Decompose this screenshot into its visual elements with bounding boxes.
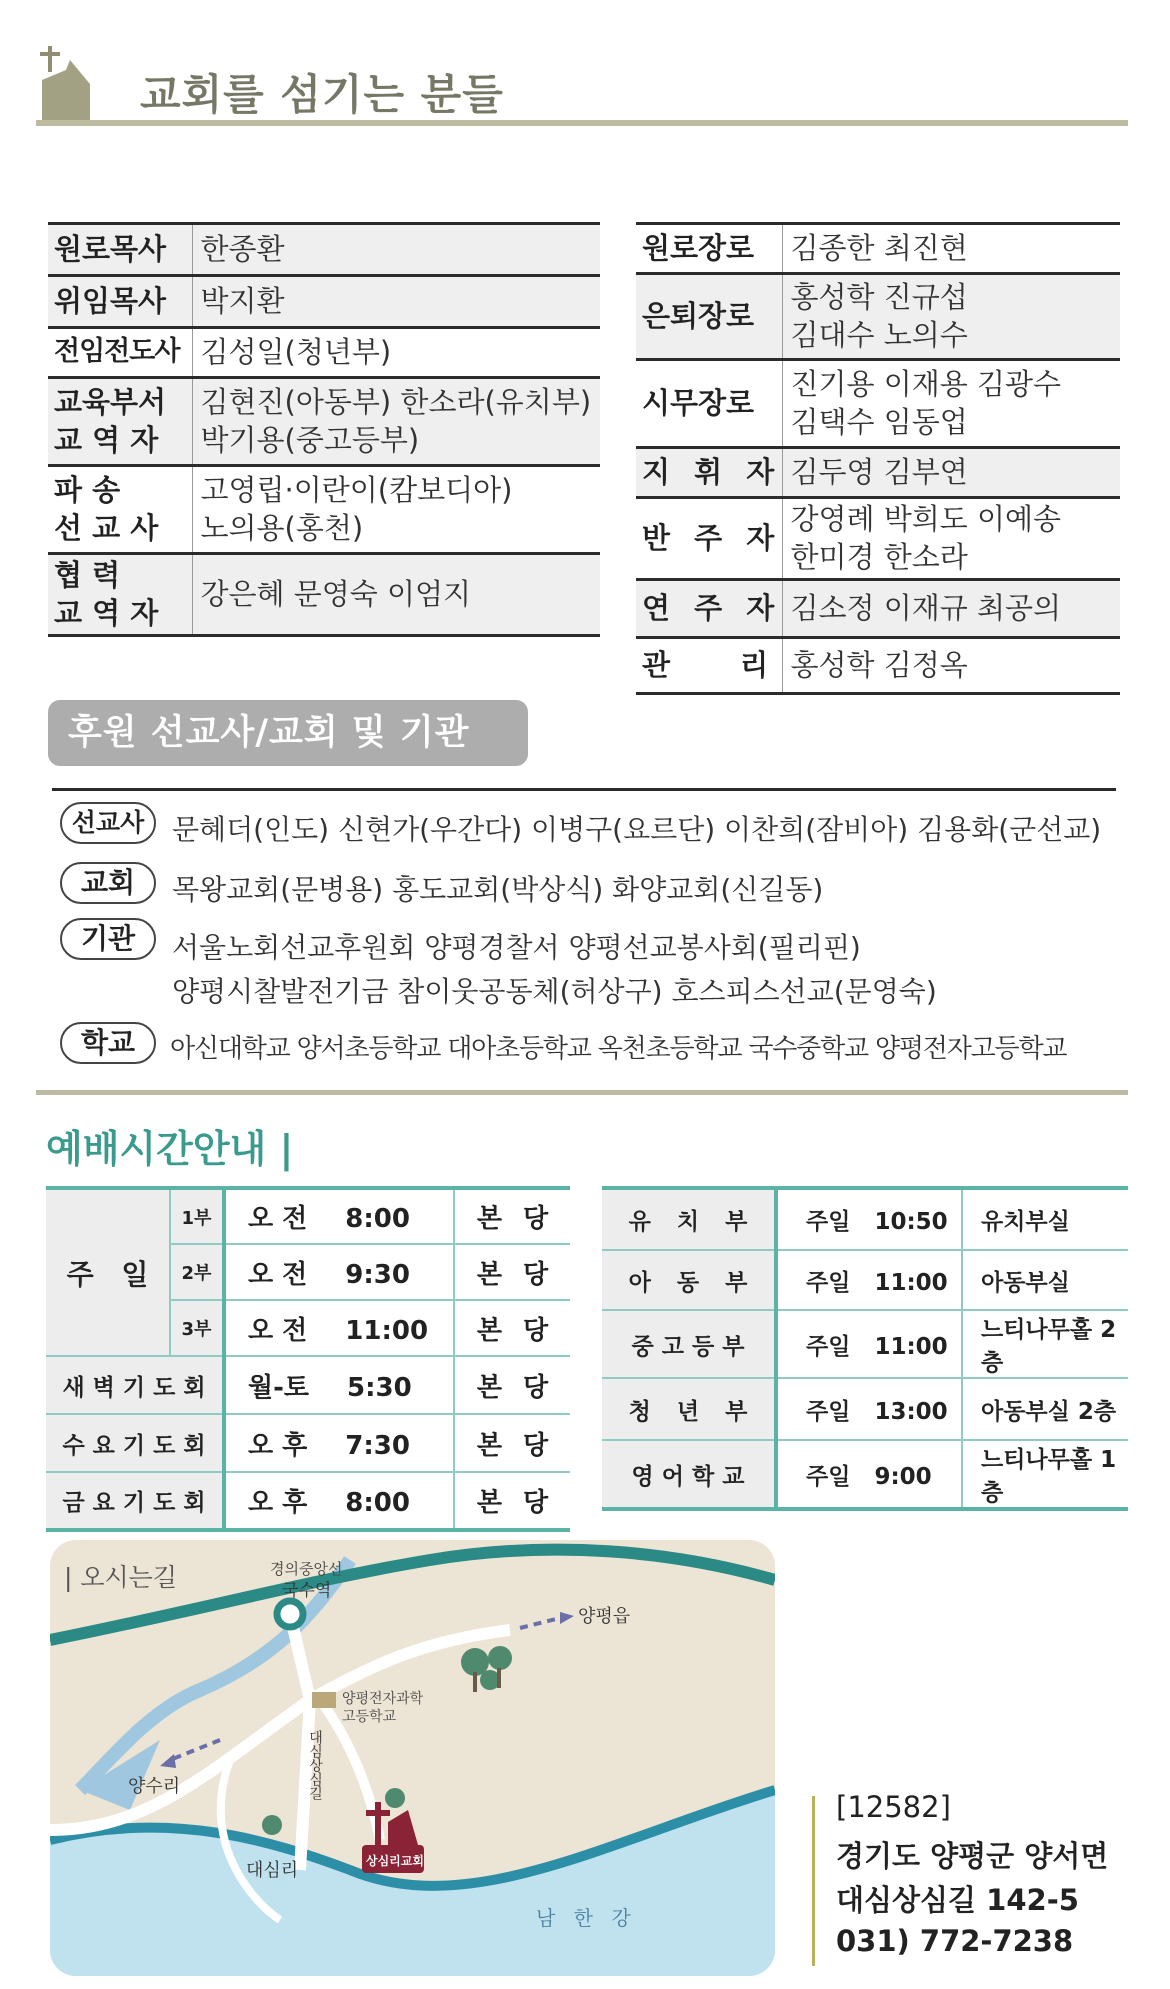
part-label: 2부 bbox=[170, 1244, 224, 1300]
staff-label: 관 리 bbox=[636, 637, 782, 693]
staff-label: 반 주 자 bbox=[636, 497, 782, 579]
service-place: 본 당 bbox=[454, 1472, 570, 1530]
staff-value: 강은혜 문영숙 이엄지 bbox=[200, 577, 472, 611]
address-zip: [12582] bbox=[836, 1790, 951, 1824]
dept-row bbox=[602, 1440, 1128, 1509]
service-place: 본 당 bbox=[454, 1414, 570, 1472]
map-graphic bbox=[50, 1540, 775, 1976]
sunday-label: 주 일 bbox=[46, 1188, 170, 1356]
page-title: 교회를 섬기는 분들 bbox=[140, 70, 504, 119]
tag-school: 학교 bbox=[60, 1022, 156, 1064]
dept-row bbox=[602, 1188, 1128, 1250]
address-bar bbox=[812, 1796, 815, 1966]
sponsor-schools: 아신대학교 양서초등학교 대아초등학교 옥천초등학교 국수중학교 양평전자고등학교 bbox=[170, 1034, 1067, 1064]
staff-label: 전임전도사 bbox=[48, 327, 192, 377]
tag-church: 교회 bbox=[60, 862, 156, 904]
dept-place: 느티나무홀 1층 bbox=[962, 1440, 1128, 1509]
service-place: 본 당 bbox=[454, 1300, 570, 1356]
staff-value: 김두영 김부연 bbox=[790, 455, 968, 489]
tag-organization: 기관 bbox=[60, 918, 156, 960]
dept-place: 아동부실 bbox=[962, 1250, 1128, 1310]
church-icon bbox=[36, 40, 100, 124]
worship-row bbox=[46, 1414, 570, 1472]
staff-label: 원로장로 bbox=[636, 225, 782, 273]
service-place: 본 당 bbox=[454, 1188, 570, 1244]
staff-label: 교육부서 교 역 자 bbox=[48, 377, 192, 465]
address-line-2: 대심상심길 142-5 bbox=[836, 1883, 1079, 1917]
worship-row bbox=[46, 1188, 570, 1244]
part-label: 1부 bbox=[170, 1188, 224, 1244]
service-place: 본 당 bbox=[454, 1244, 570, 1300]
river-label: 남 한 강 bbox=[536, 1906, 631, 1930]
dept-row bbox=[602, 1310, 1128, 1378]
staff-value: 진기용 이재용 김광수 김택수 임동업 bbox=[790, 367, 1062, 439]
staff-row bbox=[48, 465, 600, 553]
dept-place: 아동부실 2층 bbox=[962, 1378, 1128, 1440]
staff-row bbox=[48, 225, 600, 275]
sponsor-organizations-2: 양평시찰발전기금 참이웃공동체(허상구) 호스피스선교(문영숙) bbox=[172, 975, 937, 1008]
department-table bbox=[602, 1186, 1128, 1511]
tag-missionary: 선교사 bbox=[60, 802, 156, 844]
address-phone: 031) 772-7238 bbox=[836, 1924, 1074, 1958]
dept-name: 아 동 부 bbox=[602, 1250, 776, 1310]
staff-label: 시무장로 bbox=[636, 359, 782, 447]
station-label: 국수역 bbox=[282, 1581, 332, 1601]
staff-label: 은퇴장로 bbox=[636, 273, 782, 359]
staff-row bbox=[636, 225, 1120, 273]
sponsor-organizations-1: 서울노회선교후원회 양평경찰서 양평선교봉사회(필리핀) bbox=[172, 931, 861, 964]
staff-label: 위임목사 bbox=[48, 275, 192, 327]
staff-table-right bbox=[636, 222, 1120, 695]
service-time: 월-토 5:30 bbox=[224, 1356, 454, 1414]
staff-value: 홍성학 김정옥 bbox=[790, 648, 968, 682]
dept-row bbox=[602, 1250, 1128, 1310]
sponsor-churches: 목왕교회(문병용) 홍도교회(박상식) 화양교회(신길동) bbox=[172, 873, 824, 906]
service-name: 새 벽 기 도 회 bbox=[46, 1356, 224, 1414]
staff-row bbox=[636, 447, 1120, 497]
dept-name: 청 년 부 bbox=[602, 1378, 776, 1440]
village-label-2: 대심리 bbox=[246, 1860, 299, 1881]
service-time: 오 전 8:00 bbox=[224, 1188, 454, 1244]
dept-row bbox=[602, 1378, 1128, 1440]
staff-label: 연 주 자 bbox=[636, 579, 782, 637]
village-label-1: 양수리 bbox=[128, 1776, 181, 1797]
dept-time: 주일 9:00 bbox=[776, 1440, 962, 1509]
dept-place: 느티나무홀 2층 bbox=[962, 1310, 1128, 1378]
dept-name: 영 어 학 교 bbox=[602, 1440, 776, 1509]
part-label: 3부 bbox=[170, 1300, 224, 1356]
sponsor-title: 후원 선교사/교회 및 기관 bbox=[48, 700, 528, 766]
church-label: 상심리교회 bbox=[366, 1854, 424, 1868]
staff-row bbox=[48, 377, 600, 465]
worship-row bbox=[46, 1356, 570, 1414]
service-time: 오 후 8:00 bbox=[224, 1472, 454, 1530]
dept-time: 주일 11:00 bbox=[776, 1250, 962, 1310]
staff-row bbox=[636, 497, 1120, 579]
staff-value: 박지환 bbox=[200, 284, 285, 318]
service-time: 오 전 9:30 bbox=[224, 1244, 454, 1300]
worship-table bbox=[46, 1186, 570, 1532]
staff-value: 한종환 bbox=[200, 232, 285, 267]
dept-time: 주일 10:50 bbox=[776, 1188, 962, 1250]
staff-value: 강영례 박희도 이예송 한미경 한소라 bbox=[790, 502, 1062, 574]
sponsor-missionaries: 문혜더(인도) 신현가(우간다) 이병구(요르단) 이찬희(잠비아) 김용화(군선교) bbox=[172, 813, 1102, 846]
staff-row bbox=[636, 637, 1120, 693]
service-name: 수 요 기 도 회 bbox=[46, 1414, 224, 1472]
map-title: | 오시는길 bbox=[64, 1563, 177, 1592]
sponsor-divider bbox=[52, 788, 1116, 791]
service-place: 본 당 bbox=[454, 1356, 570, 1414]
staff-value: 홍성학 진규섭 김대수 노의수 bbox=[790, 280, 968, 352]
staff-label: 지 휘 자 bbox=[636, 447, 782, 497]
staff-label: 협 력 교 역 자 bbox=[48, 553, 192, 635]
staff-table-left bbox=[48, 222, 600, 637]
service-time: 오 전 11:00 bbox=[224, 1300, 454, 1356]
staff-row bbox=[636, 273, 1120, 359]
staff-value: 김소정 이재규 최공의 bbox=[790, 591, 1062, 625]
staff-row bbox=[636, 359, 1120, 447]
address-line-1: 경기도 양평군 양서면 bbox=[836, 1839, 1109, 1873]
line-label: 경의중앙선 bbox=[270, 1560, 343, 1578]
dept-place: 유치부실 bbox=[962, 1188, 1128, 1250]
staff-row bbox=[48, 327, 600, 377]
dept-name: 유 치 부 bbox=[602, 1188, 776, 1250]
staff-label: 파 송 선 교 사 bbox=[48, 465, 192, 553]
staff-value: 김현진(아동부) 한소라(유치부) 박기용(중고등부) bbox=[200, 385, 592, 457]
dept-time: 주일 11:00 bbox=[776, 1310, 962, 1378]
worship-title: 예배시간안내 | bbox=[46, 1127, 294, 1171]
service-time: 오 후 7:30 bbox=[224, 1414, 454, 1472]
service-name: 금 요 기 도 회 bbox=[46, 1472, 224, 1530]
school-label: 양평전자과학 고등학교 bbox=[342, 1691, 424, 1725]
staff-label: 원로목사 bbox=[54, 232, 167, 267]
worship-row bbox=[46, 1472, 570, 1530]
staff-value: 고영립·이란이(캄보디아) 노의용(홍천) bbox=[200, 473, 513, 545]
staff-row bbox=[48, 553, 600, 635]
road-label: 대심상심길 bbox=[307, 1730, 323, 1800]
dept-name: 중 고 등 부 bbox=[602, 1310, 776, 1378]
section-divider bbox=[36, 1090, 1128, 1095]
dept-time: 주일 13:00 bbox=[776, 1378, 962, 1440]
staff-value: 김종한 최진현 bbox=[790, 231, 968, 266]
header-divider bbox=[36, 120, 1128, 126]
staff-row bbox=[636, 579, 1120, 637]
staff-value: 김성일(청년부) bbox=[200, 335, 392, 369]
directions-map bbox=[50, 1540, 775, 1976]
staff-row bbox=[48, 275, 600, 327]
destination-label: 양평읍 bbox=[578, 1606, 631, 1627]
